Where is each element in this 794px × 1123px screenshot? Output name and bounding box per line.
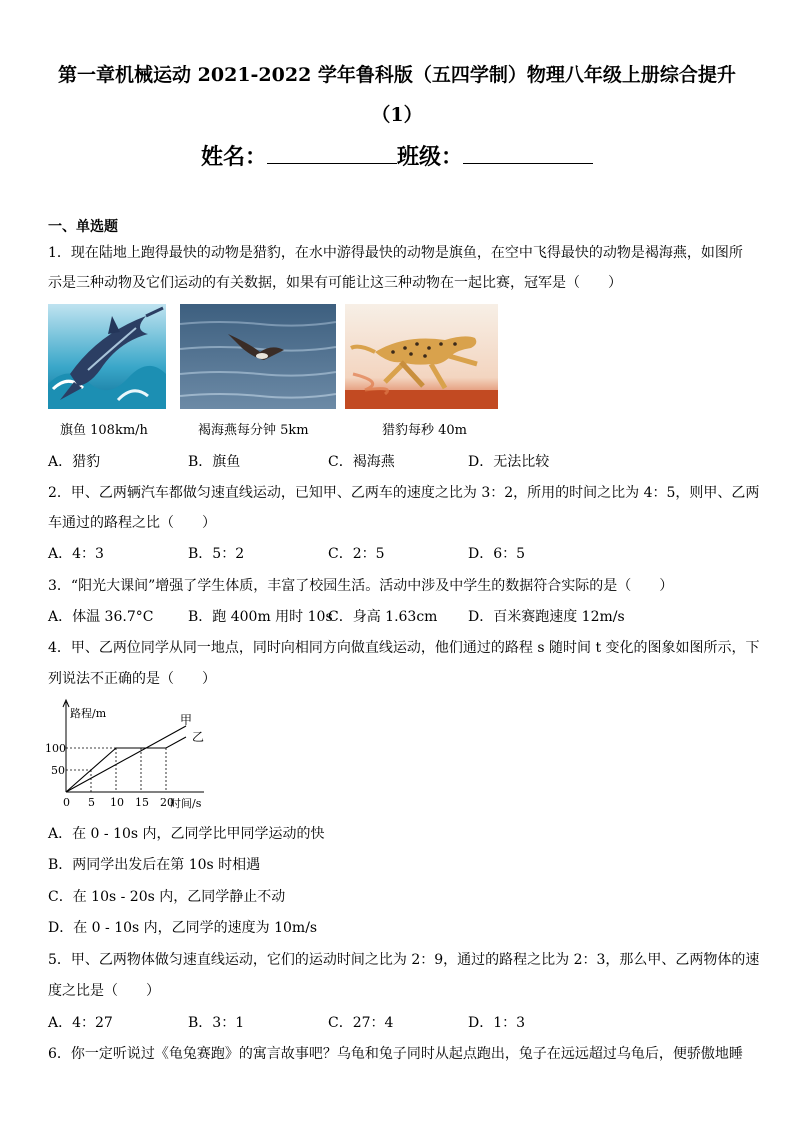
name-blank[interactable] [267,143,397,164]
q5-options [48,1012,608,1032]
q5-option-c[interactable]: C．27：4 [328,1015,394,1031]
q3-text-line1: 3．“阳光大课间”增强了学生体质，丰富了校园生活。活动中涉及中学生的数据符合实际的是（ ） [48,578,674,594]
q2-option-a[interactable]: A．4：3 [48,546,104,562]
x-tick-label: 20 [160,796,174,809]
q1-options [48,451,608,471]
marlin-image [48,304,166,409]
y-axis-label: 路程/m [70,707,107,720]
q3-option-a[interactable]: A．体温 36.7°C [48,609,154,625]
q1-option-a[interactable]: A．猎豹 [48,454,101,470]
q2-option-d[interactable]: D．6：5 [468,546,526,562]
name-class-line [0,140,794,171]
q4-text-line2: 列说法不正确的是（ ） [48,671,216,687]
q5-text-line2: 度之比是（ ） [48,983,160,999]
x-tick-label: 15 [135,796,149,809]
q3-option-b[interactable]: B．跑 400m 用时 10s [188,609,333,625]
y-tick-label: 100 [45,742,66,755]
q6-text-line1: 6．你一定听说过《龟兔赛跑》的寓言故事吧？乌龟和兔子同时从起点跑出，兔子在远远超过乌龟后，便骄傲地睡 [48,1046,743,1062]
section-heading: 一、单选题 [48,219,118,235]
q2-options [48,543,608,563]
q1-option-d[interactable]: D．无法比较 [468,454,550,470]
class-label: 班级： [397,144,464,170]
q3-option-c[interactable]: C．身高 1.63cm [328,609,438,625]
petrel-image [180,304,336,409]
series-line-2 [66,737,186,792]
q4-option-b[interactable]: B．两同学出发后在第 10s 时相遇 [48,857,261,873]
series-label-2: 乙 [192,730,205,744]
q4-option-d[interactable]: D．在 0 - 10s 内，乙同学的速度为 10m/s [48,920,318,936]
q4-option-c[interactable]: C．在 10s - 20s 内，乙同学静止不动 [48,889,286,905]
q5-text-line1: 5．甲、乙两物体做匀速直线运动，它们的运动时间之比为 2：9，通过的路程之比为 2：3，那么甲、乙两物体的速 [48,952,760,968]
x-tick-label: 5 [88,796,95,809]
series-line-1 [66,726,186,792]
q5-option-a[interactable]: A．4：27 [48,1015,113,1031]
q3-options [48,606,625,626]
class-blank[interactable] [463,143,593,164]
cheetah-image [345,304,498,409]
q1-option-c[interactable]: C．褐海燕 [328,454,395,470]
caption-cheetah: 猎豹每秒 40m [382,423,468,438]
name-label: 姓名： [200,144,267,170]
caption-marlin: 旗鱼 108km/h [60,423,148,438]
paper-title-line2: （1） [371,104,423,126]
q5-option-d[interactable]: D．1：3 [468,1015,526,1031]
q4-option-a[interactable]: A．在 0 - 10s 内，乙同学比甲同学运动的快 [48,826,325,842]
x-tick-label: 0 [63,796,70,809]
q2-text-line1: 2．甲、乙两辆汽车都做匀速直线运动，已知甲、乙两车的速度之比为 3：2，所用的时间之比为 4：5，则甲、乙两 [48,485,760,501]
x-axis-label: 时间/s [170,797,202,810]
q2-option-c[interactable]: C．2：5 [328,546,385,562]
q4-text-line1: 4．甲、乙两位同学从同一地点，同时向相同方向做直线运动，他们通过的路程 s 随时间 t 变化的图象如图所示，下 [48,640,760,656]
q1-text-line1: 1．现在陆地上跑得最快的动物是猎豹，在水中游得最快的动物是旗鱼，在空中飞得最快的动物是褐海燕，如图所 [48,245,743,261]
q2-option-b[interactable]: B．5：2 [188,546,245,562]
q2-text-line2: 车通过的路程之比（ ） [48,515,216,531]
x-tick-label: 10 [110,796,124,809]
distance-time-chart [40,694,230,814]
q3-option-d[interactable]: D．百米赛跑速度 12m/s [468,609,625,625]
q5-option-b[interactable]: B．3：1 [188,1015,245,1031]
y-tick-label: 50 [51,764,65,777]
paper-title-line1: 第一章机械运动 2021-2022 学年鲁科版（五四学制）物理八年级上册综合提升 [58,64,736,86]
q1-option-b[interactable]: B．旗鱼 [188,454,241,470]
q1-text-line2: 示是三种动物及它们运动的有关数据，如果有可能让这三种动物在一起比赛，冠军是（ ） [48,275,622,291]
series-label-1: 甲 [180,713,193,727]
caption-petrel: 褐海燕每分钟 5km [198,423,309,438]
